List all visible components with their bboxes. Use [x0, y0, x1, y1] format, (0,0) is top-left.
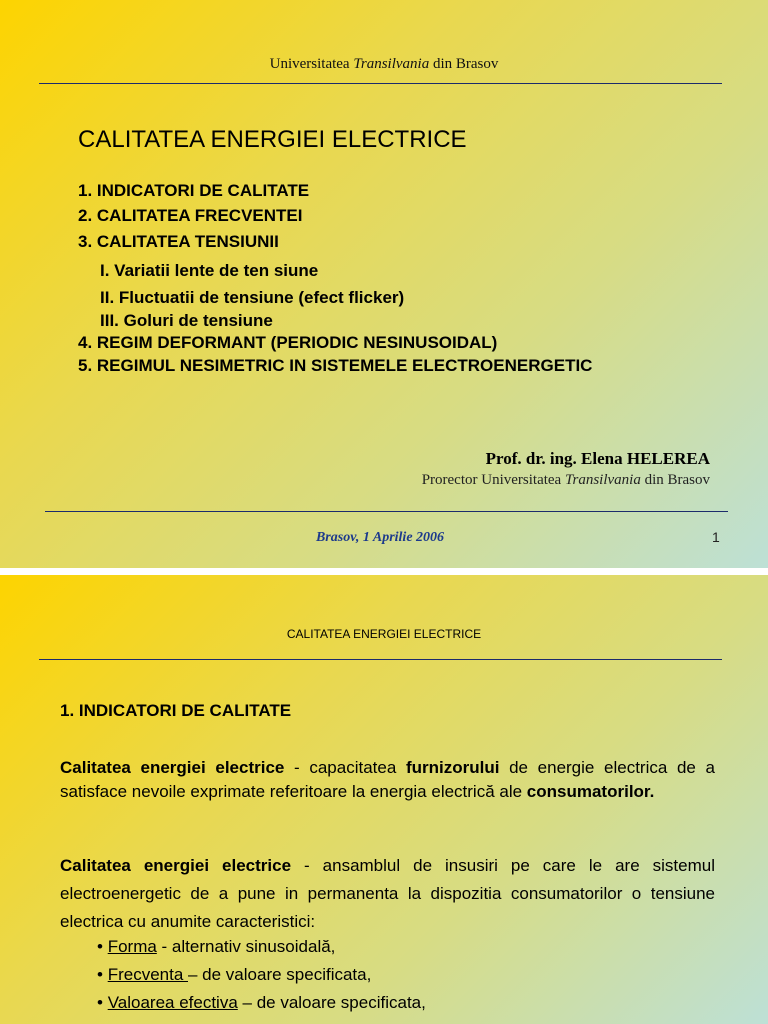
- section-title: 1. INDICATORI DE CALITATE: [60, 701, 292, 720]
- list-item: • Frecventa – de valoare specificata,: [97, 965, 372, 984]
- definition-text: - capacitatea: [284, 758, 406, 777]
- list-item: • Forma - alternativ sinusoidală,: [97, 937, 336, 956]
- definition-text: - ansamblul de insusiri pe care le are sistemul electroenergetic de a pune in permanenta la dispozitia consumatorilor o tensiune electrica cu anumite caracteristici:: [60, 856, 715, 931]
- bullet-term: Valoarea efectiva: [107, 993, 238, 1012]
- definition-paragraph-2: [60, 852, 715, 936]
- header-text: Universitatea: [269, 56, 354, 72]
- slide-1-header: [0, 56, 768, 73]
- toc-item-3: 3. CALITATEA TENSIUNII: [78, 232, 279, 251]
- toc-subitem-3: III. Goluri de tensiune: [100, 311, 273, 330]
- definition-keyword: consumatorilor.: [526, 782, 655, 801]
- header-italic-text: Transilvania: [353, 56, 430, 72]
- author-name: Prof. dr. ing. Elena HELEREA: [485, 449, 710, 468]
- bullet-text: – de valoare specificata,: [237, 993, 426, 1012]
- presentation-date: Brasov, 1 Aprilie 2006: [315, 530, 445, 545]
- affiliation-text: Prorector Universitatea: [421, 472, 565, 488]
- definition-keyword: furnizorului: [405, 758, 500, 777]
- affiliation-italic-text: Transilvania: [564, 472, 641, 488]
- bullet-term: Frecventa: [107, 965, 188, 984]
- definition-term: Calitatea energiei electrice: [60, 758, 285, 777]
- toc-item-1: 1. INDICATORI DE CALITATE: [78, 181, 310, 200]
- header-divider: [39, 83, 722, 84]
- toc-subitem-1: I. Variatii lente de ten siune: [100, 261, 319, 280]
- definition-term: Calitatea energiei electrice: [60, 856, 292, 875]
- slide-2-header: CALITATEA ENERGIEI ELECTRICE: [286, 627, 482, 641]
- definition-paragraph-1: [60, 756, 715, 804]
- list-item: • Valoarea efectiva – de valoare specificata,: [97, 993, 426, 1012]
- bullet-text: – de valoare specificata,: [188, 965, 372, 984]
- toc-subitem-2: II. Fluctuatii de tensiune (efect flicker): [100, 288, 405, 307]
- page-number: 1: [712, 529, 720, 545]
- author-affiliation: [422, 472, 710, 489]
- slide-separator: [0, 568, 768, 575]
- affiliation-text-end: din Brasov: [640, 472, 710, 488]
- toc-item-4: 4. REGIM DEFORMANT (PERIODIC NESINUSOIDAL): [78, 333, 498, 352]
- bullet-text: - alternativ sinusoidală,: [156, 937, 336, 956]
- footer-divider: [45, 511, 728, 512]
- definition-text: de energie electrica de a satisface nevoile exprimate referitoare la energia electrică ale: [60, 758, 715, 801]
- toc-item-2: 2. CALITATEA FRECVENTEI: [78, 206, 303, 225]
- toc-item-5: 5. REGIMUL NESIMETRIC IN SISTEMELE ELECTROENERGETIC: [78, 356, 593, 375]
- bullet-term: Forma: [107, 937, 157, 956]
- presentation-title: CALITATEA ENERGIEI ELECTRICE: [78, 126, 467, 153]
- slide-2: [0, 575, 768, 1024]
- header-text-end: din Brasov: [429, 56, 499, 72]
- header-divider: [39, 659, 722, 660]
